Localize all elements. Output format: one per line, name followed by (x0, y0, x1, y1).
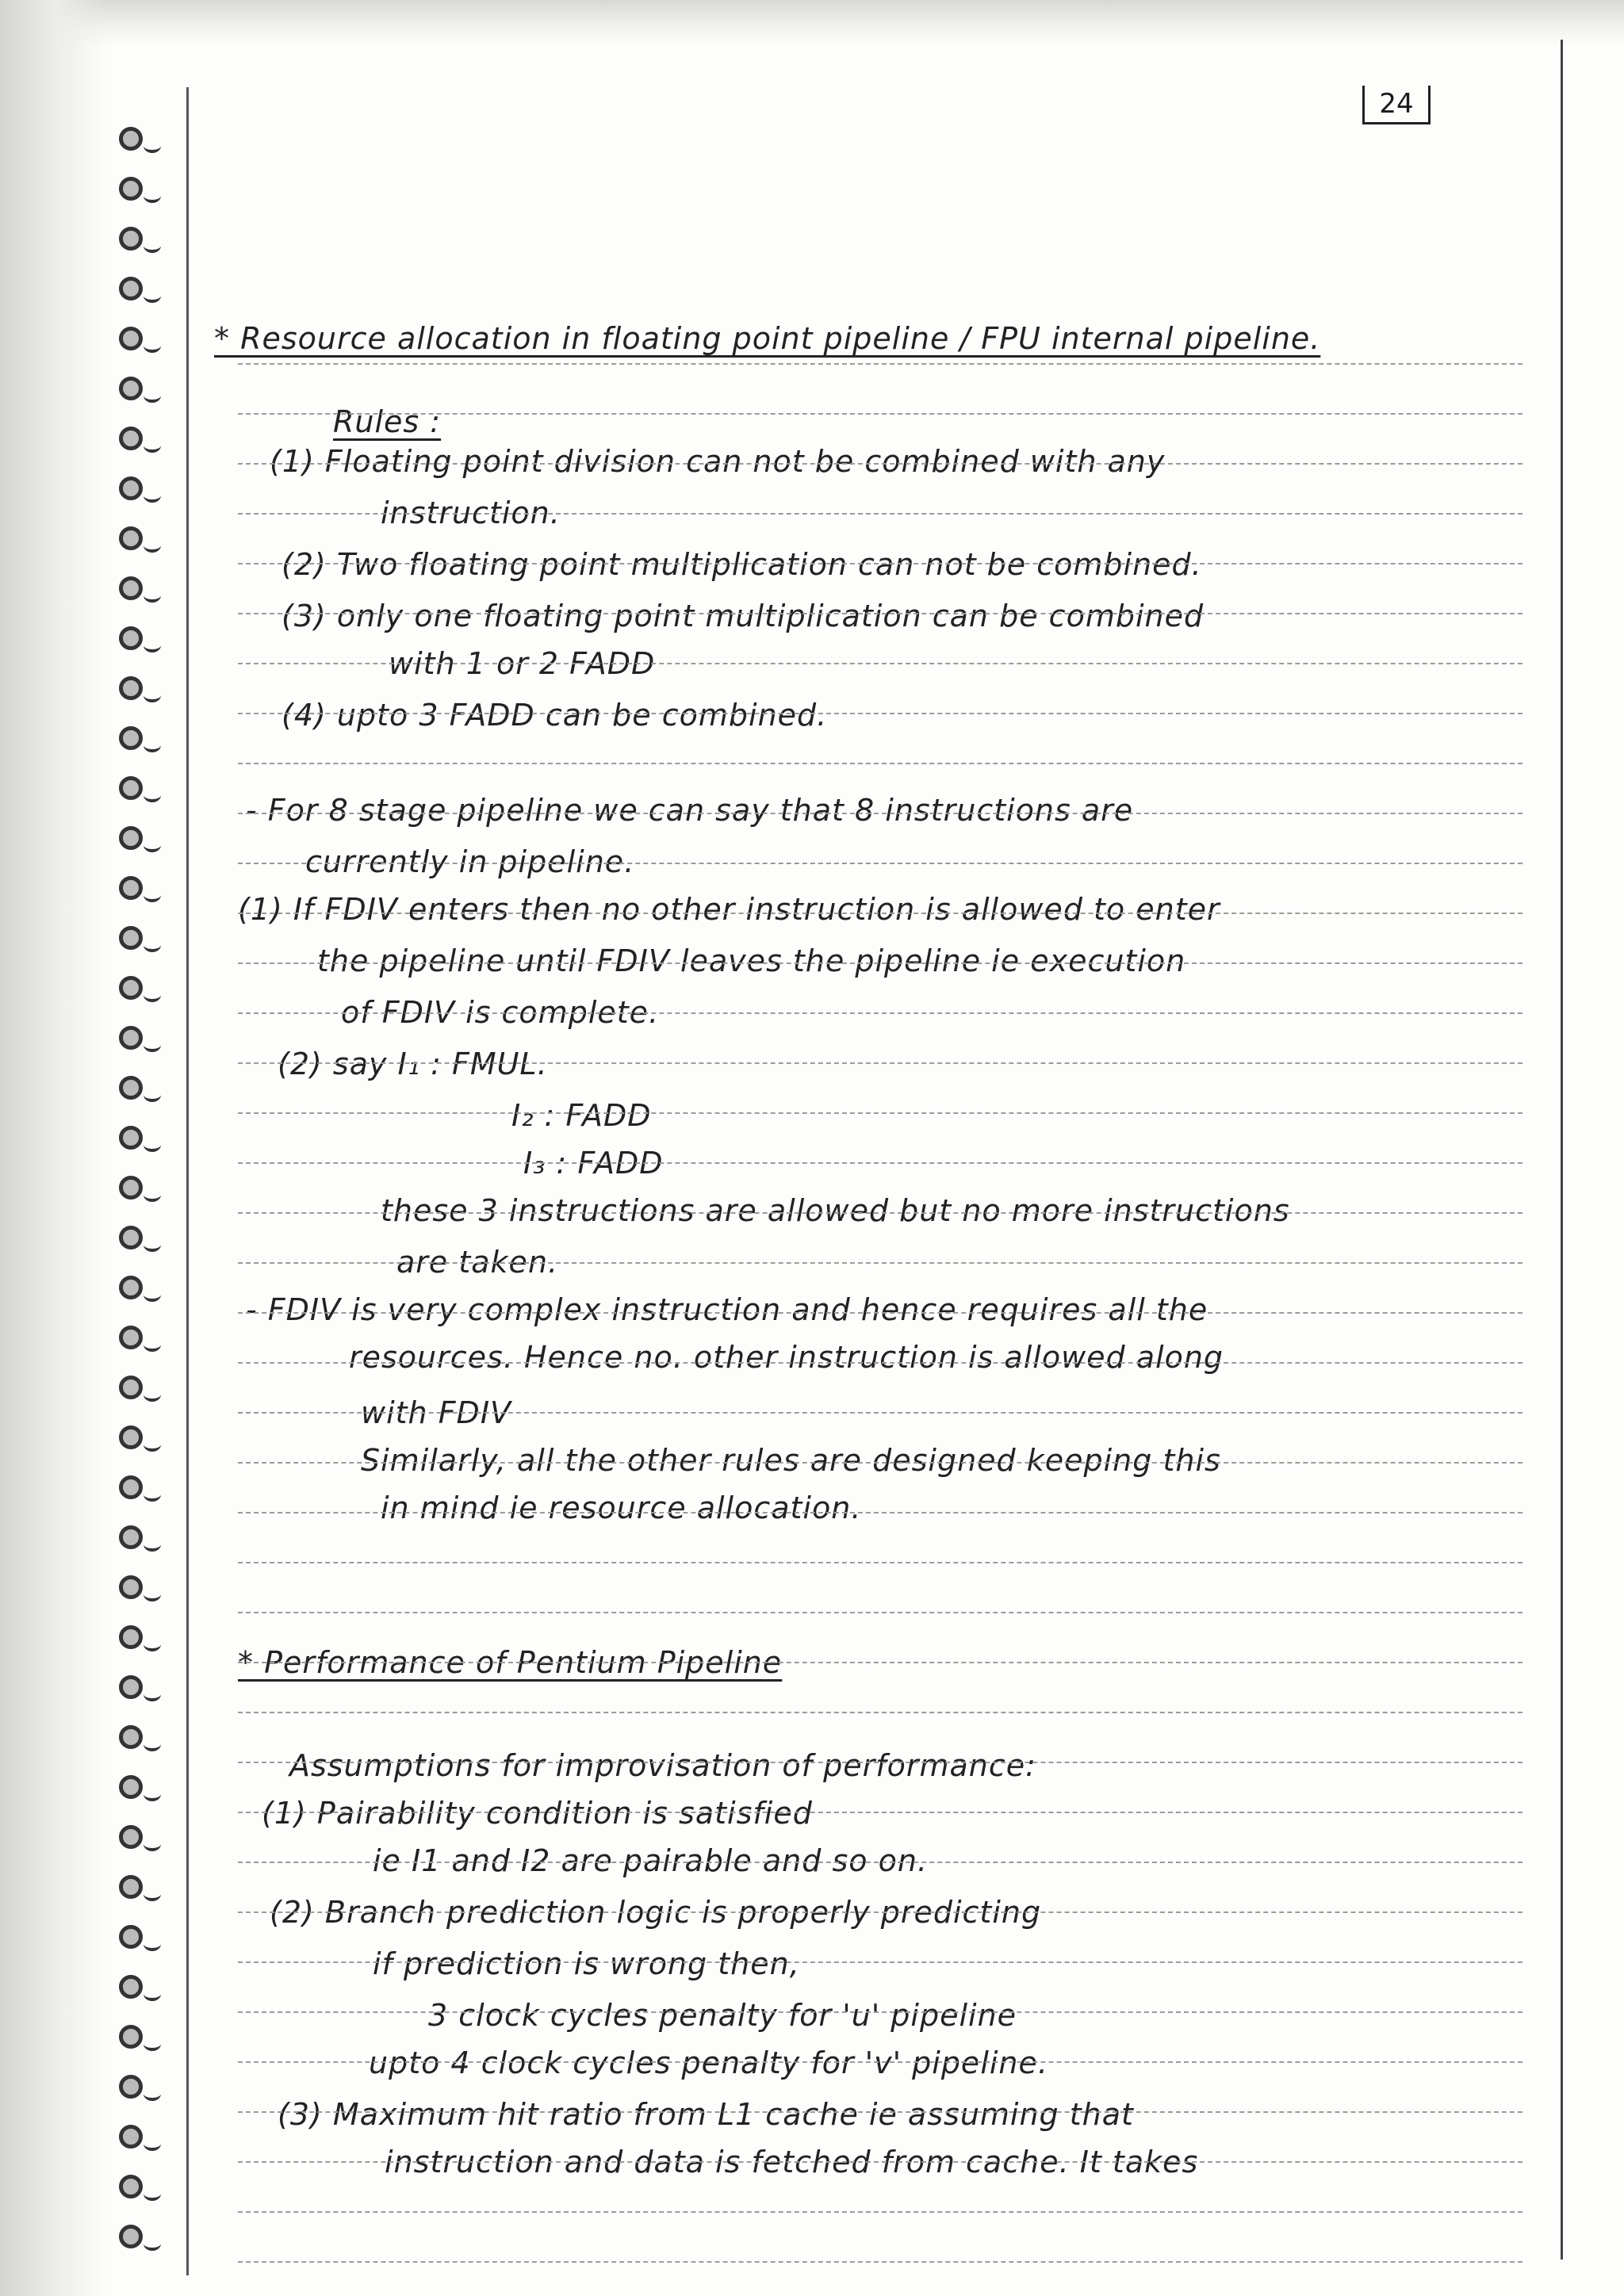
binding-hole (119, 1326, 143, 1349)
ruled-line (238, 1911, 1522, 1913)
rules-label: Rules : (333, 404, 442, 439)
ruled-line (238, 1412, 1522, 1414)
binding-hole (119, 1076, 143, 1100)
ruled-line (238, 1162, 1522, 1164)
performance-line: 3 clock cycles penalty for 'u' pipeline (428, 1998, 1017, 2033)
ruled-line (238, 1862, 1522, 1863)
scan-shadow-left (0, 0, 107, 2296)
rule-line: (2) Two floating point multiplication can not be combined. (282, 547, 1202, 582)
margin-line (186, 87, 189, 2275)
binding-hole (119, 1825, 143, 1849)
binding-hole (119, 427, 143, 450)
binding-hole (119, 2125, 143, 2149)
ruled-line (238, 1961, 1522, 1963)
ruled-line (238, 2161, 1522, 2163)
binding-hole (119, 2225, 143, 2248)
ruled-line (238, 2061, 1522, 2063)
binding-hole (119, 1925, 143, 1949)
performance-line: (1) Pairability condition is satisfied (262, 1796, 813, 1831)
ruled-line (238, 363, 1522, 365)
binding-hole (119, 277, 143, 300)
binding-hole (119, 1625, 143, 1649)
rule-line: (1) Floating point division can not be combined with any (270, 444, 1166, 479)
rule-line: with 1 or 2 FADD (389, 646, 656, 681)
binding-hole (119, 626, 143, 650)
note-line: (2) say I₁ : FMUL. (278, 1047, 548, 1081)
note-line: Similarly, all the other rules are designed keeping this (361, 1443, 1221, 1478)
ruled-line (238, 2111, 1522, 2113)
binding-hole (119, 576, 143, 600)
binding-hole (119, 377, 143, 400)
note-line: these 3 instructions are allowed but no more instructions (381, 1193, 1290, 1228)
binding-hole (119, 1176, 143, 1200)
binding-hole (119, 227, 143, 251)
performance-line: if prediction is wrong then, (373, 1946, 800, 1981)
page-number: 24 (1362, 86, 1431, 124)
note-line: of FDIV is complete. (341, 995, 660, 1030)
binding-hole (119, 876, 143, 900)
binding-hole (119, 2025, 143, 2049)
binding-hole (119, 177, 143, 201)
note-line: with FDIV (361, 1395, 512, 1430)
binding-hole (119, 676, 143, 700)
binding-hole (119, 926, 143, 950)
ruled-line (238, 1062, 1522, 1064)
binding-hole (119, 327, 143, 350)
note-line: currently in pipeline. (305, 844, 635, 879)
note-line: the pipeline until FDIV leaves the pipeline ie execution (317, 943, 1186, 978)
section-heading-resource-allocation: * Resource allocation in floating point pipeline / FPU internal pipeline. (214, 321, 1321, 356)
binding-hole (119, 776, 143, 800)
binding-hole (119, 1226, 143, 1249)
performance-line: (2) Branch prediction logic is properly predicting (270, 1895, 1042, 1930)
ruled-line (238, 1762, 1522, 1763)
note-line: I₃ : FADD (523, 1146, 664, 1181)
note-line: - For 8 stage pipeline we can say that 8 instructions are (246, 793, 1134, 828)
ruled-line (238, 1212, 1522, 1214)
rule-line: (3) only one floating point multiplication can be combined (282, 599, 1205, 633)
ruled-line (238, 513, 1522, 515)
binding-hole (119, 1725, 143, 1749)
ruled-line (238, 1712, 1522, 1713)
binding-hole (119, 1525, 143, 1549)
performance-line: Assumptions for improvisation of performance: (289, 1748, 1036, 1783)
ruled-line (238, 663, 1522, 664)
ruled-line (238, 1312, 1522, 1314)
ruled-line (238, 863, 1522, 864)
ruled-line (238, 613, 1522, 614)
ruled-line (238, 1362, 1522, 1364)
binding-hole (119, 1575, 143, 1599)
note-line: - FDIV is very complex instruction and hence requires all the (246, 1292, 1208, 1327)
section-heading-performance: * Performance of Pentium Pipeline (238, 1645, 783, 1680)
performance-line: (3) Maximum hit ratio from L1 cache ie assuming that (278, 2097, 1134, 2132)
binding-hole (119, 1126, 143, 1150)
scan-shadow-top (0, 0, 1624, 48)
binding-hole (119, 2075, 143, 2099)
binding-hole (119, 1975, 143, 1999)
binding-hole (119, 1026, 143, 1050)
ruled-line (238, 763, 1522, 764)
binding-hole (119, 1775, 143, 1799)
ruled-line (238, 913, 1522, 914)
performance-line: upto 4 clock cycles penalty for 'v' pipeline. (369, 2045, 1048, 2080)
ruled-line (238, 1562, 1522, 1563)
performance-line: instruction and data is fetched from cache. It takes (385, 2145, 1199, 2179)
binding-hole (119, 1276, 143, 1299)
note-line: I₂ : FADD (511, 1098, 652, 1133)
ruled-line (238, 563, 1522, 564)
note-line: in mind ie resource allocation. (381, 1490, 862, 1525)
note-line: (1) If FDIV enters then no other instruction is allowed to enter (238, 892, 1220, 927)
binding-hole (119, 1875, 143, 1899)
binding-hole (119, 1475, 143, 1499)
ruled-line (238, 2261, 1522, 2263)
ruled-line (238, 1462, 1522, 1464)
ruled-line (238, 1512, 1522, 1513)
ruled-line (238, 1612, 1522, 1613)
binding-hole (119, 826, 143, 850)
binding-hole (119, 726, 143, 750)
ruled-line (238, 1112, 1522, 1114)
ruled-line (238, 1262, 1522, 1264)
ruled-line (238, 1662, 1522, 1663)
performance-line: ie I1 and I2 are pairable and so on. (373, 1843, 928, 1878)
rule-line: (4) upto 3 FADD can be combined. (282, 698, 828, 733)
binding-hole (119, 976, 143, 1000)
binding-hole (119, 476, 143, 500)
ruled-line (238, 713, 1522, 714)
note-line: are taken. (396, 1245, 559, 1280)
ruled-line (238, 2011, 1522, 2013)
ruled-line (238, 1012, 1522, 1014)
ruled-line (238, 1812, 1522, 1813)
binding-hole (119, 1425, 143, 1449)
note-line: resources. Hence no. other instruction is allowed along (349, 1340, 1224, 1375)
ruled-line (238, 463, 1522, 465)
ruled-line (238, 813, 1522, 814)
binding-hole (119, 127, 143, 151)
ruled-line (238, 962, 1522, 964)
binding-hole (119, 2175, 143, 2198)
binding-hole (119, 1675, 143, 1699)
ruled-line (238, 413, 1522, 415)
rule-line: instruction. (381, 496, 561, 530)
binding-hole (119, 1376, 143, 1399)
binding-hole (119, 526, 143, 550)
ruled-line (238, 2211, 1522, 2213)
